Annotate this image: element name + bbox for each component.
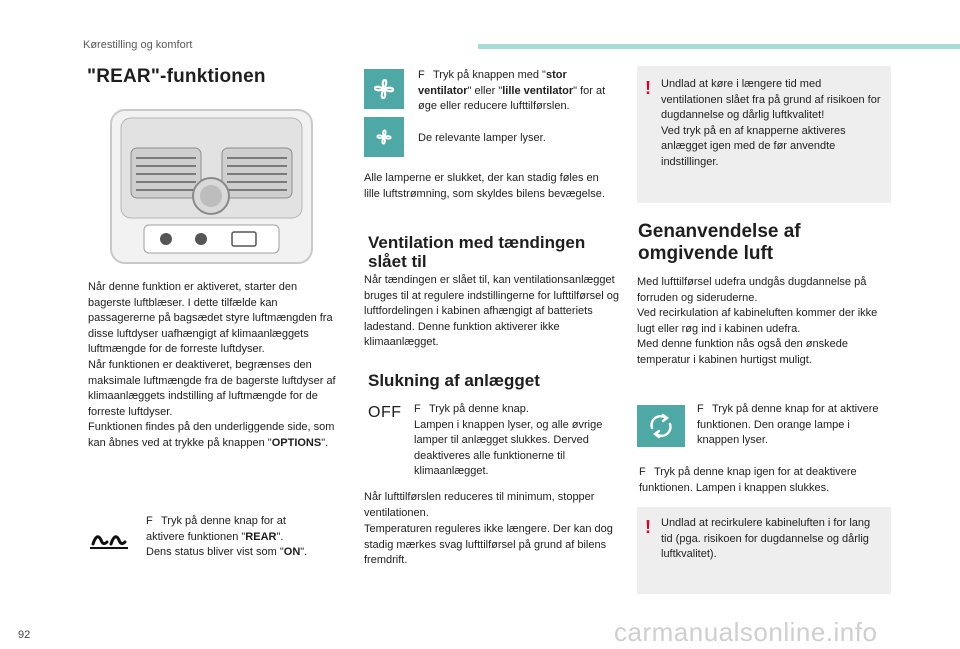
recirculation-deactivate: F Tryk på denne knap igen for at deaktivere funktionen. Lampen i knappen slukkes. xyxy=(639,466,857,494)
off-paragraph-1: Når lufttilførslen reduceres til minimum, stopper ventilationen. xyxy=(364,491,595,519)
rear-description: Når denne funktion er aktiveret, starter den bagerste luftblæser. I dette tilfælde kan passagererne på bagsædet styre luftmængden fra disse luftdyser uafhængigt af klimaanlæggets luftmængde for de forreste luftdyser. Når funktionen er deaktiveret, begrænses den maksimale luftmængde fra de bagerste luftdyser af klimaanlæggets indstilling af luftmængde for de forreste luftdyser. Funktionen findes på den underliggende side, som kan åbnes ved at trykke på knappen "OPTIONS". xyxy=(88,281,336,449)
header-bar xyxy=(478,44,960,49)
recirculation-text: Med lufttilførsel udefra undgås dugdannelse på forruden og sideruderne. Ved recirkulation af kabineluften kommer der ikke lugt eller røg ind i kabinen udefra. Med denne funktion nås også den ønskede temperatur i kabinen hurtigst muligt. xyxy=(637,276,878,366)
rear-instruction: F Tryk på denne knap for at aktivere funktionen "REAR". Dens status bliver vist som "ON". xyxy=(146,515,308,559)
recirculation-icon xyxy=(637,405,685,447)
rear-panel-illustration xyxy=(109,108,314,265)
ventilation-heading: Ventilation med tændingen slået til xyxy=(368,233,586,271)
recirculation-instruction: F Tryk på denne knap for at aktivere funktionen. Den orange lampe i knappen lyser. xyxy=(697,403,879,447)
warning-box-2 xyxy=(637,507,891,594)
off-text-icon: OFF xyxy=(368,404,402,421)
warning-text-2: Undlad at recirkulere kabineluften i for lang tid (pga. risikoen for dugdannelse og dårlig luftkvalitet). xyxy=(661,517,871,561)
off-paragraph-2: Temperaturen reguleres ikke længere. Der kan dog stadig mærkes svag lufttilførsel på grund af bilens fremdrift. xyxy=(364,523,613,567)
watermark: carmanualsonline.info xyxy=(614,617,878,647)
ventilation-text: Når tændingen er slået til, kan ventilationsanlægget bruges til at regulere indstillingerne for lufttilførsel og luftfordelingen i kabinen afhængigt af batteriets ladestand. Denne funktion aktiverer ikke klimaanlægget. xyxy=(364,274,619,349)
off-heading: Slukning af anlægget xyxy=(368,371,540,390)
warning-icon: ! xyxy=(645,78,651,98)
section-title: Kørestilling og komfort xyxy=(83,39,193,51)
rear-seat-icon xyxy=(88,526,130,557)
fan-large-icon xyxy=(364,69,404,109)
airflow-note: Alle lamperne er slukket, der kan stadig føles en lille luftstrømning, som skyldes bilens bevægelse. xyxy=(364,172,605,200)
rear-heading: "REAR"-funktionen xyxy=(87,66,266,87)
warning-text-1: Undlad at køre i længere tid med ventilationen slået fra på grund af risikoen for dugdannelse og dårlig luftkvalitet! Ved tryk på en af knapperne aktiveres anlægget igen med de før anvendte indstillinger. xyxy=(661,78,881,168)
warning-icon: ! xyxy=(645,517,651,537)
warning-box-1 xyxy=(637,66,891,203)
fan-small-icon xyxy=(364,117,404,157)
off-instruction: F Tryk på denne knap. Lampen i knappen lyser, og alle øvrige lamper til anlægget slukkes. Derved deaktiveres alle funktionerne til klimaanlægget. xyxy=(414,403,603,478)
page-number: 92 xyxy=(18,629,31,641)
fan-lamps-note: De relevante lamper lyser. xyxy=(418,132,546,144)
recirculation-heading: Genanvendelse af omgivende luft xyxy=(638,221,801,264)
fan-instruction: F Tryk på knappen med "stor ventilator" eller "lille ventilator" for at øge eller reducere lufttilførslen. xyxy=(418,69,606,113)
